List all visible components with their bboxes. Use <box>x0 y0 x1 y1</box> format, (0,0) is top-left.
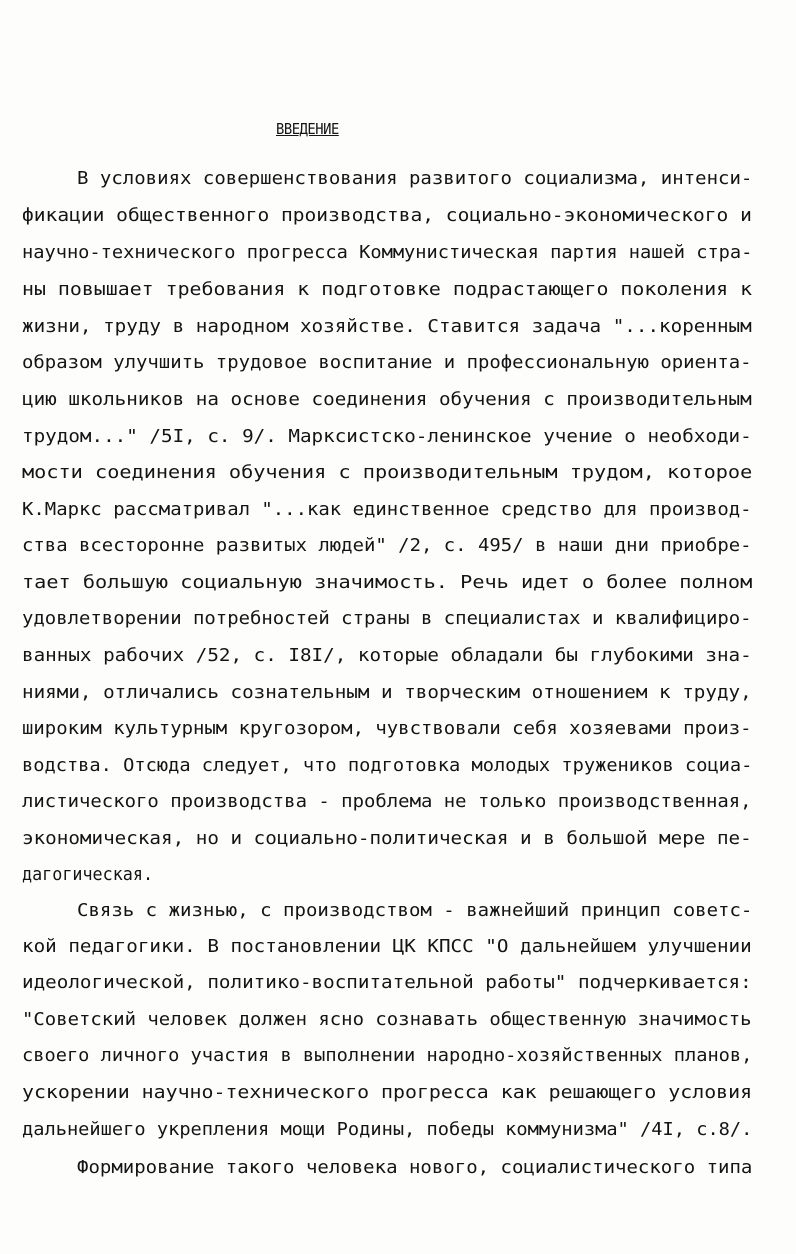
text-line: ускорении научно-технического прогресса как решающего условия <box>22 1082 753 1103</box>
text-line: кой педагогики. В постановлении ЦК КПСС "О дальнейшем улучшении <box>22 936 752 957</box>
text-line: "Советский человек должен ясно сознавать общественную значимость <box>22 1009 752 1030</box>
text-line: жизни, труду в народном хозяйстве. Ставится задача "...коренным <box>22 316 752 337</box>
text-line: идеологической, политико-воспитательной работы" подчеркивается: <box>22 972 752 993</box>
text-line: научно-технического прогресса Коммунистическая партия нашей стра- <box>22 242 753 263</box>
text-line: фикации общественного производства, социально-экономического и <box>22 205 752 226</box>
page-title: ВВЕДЕНИЕ <box>276 120 339 138</box>
text-line: трудом..." /5I, с. 9/. Марксистско-ленинское учение о необходи- <box>22 426 752 447</box>
text-line: дальнейшего укрепления мощи Родины, победы коммунизма" /4I, с.8/. <box>22 1119 753 1140</box>
text-line: экономическая, но и социально-политическая и в большой мере пе- <box>22 828 752 849</box>
text-line: дагогическая. <box>22 864 154 885</box>
text-line: Связь с жизнью, с производством - важнейший принцип советс- <box>77 900 753 921</box>
text-line: ванных рабочих /52, с. I8I/, которые обладали бы глубокими зна- <box>22 645 752 666</box>
text-line: Формирование такого человека нового, социалистического типа <box>77 1157 753 1178</box>
text-line: листического производства - проблема не только производственная, <box>22 791 752 812</box>
text-line: широким культурным кругозором, чувствовали себя хозяевами произ- <box>22 718 752 739</box>
text-line: В условиях совершенствования развитого социализма, интенси- <box>77 168 753 189</box>
text-line: мости соединения обучения с производительным трудом, которое <box>22 462 753 483</box>
text-line: удовлетворении потребностей страны в специалистах и квалифициро- <box>22 608 752 629</box>
text-line: тает большую социальную значимость. Речь идет о более полном <box>22 572 753 593</box>
text-line: К.Маркс рассматривал "...как единственное средство для производ- <box>22 499 752 520</box>
text-line: цию школьников на основе соединения обучения с производительным <box>22 389 752 410</box>
text-line: ниями, отличались сознательным и творческим отношением к труду, <box>22 682 752 703</box>
text-line: ны повышает требования к подготовке подрастающего поколения к <box>22 279 753 300</box>
text-line: своего личного участия в выполнении народно-хозяйственных планов, <box>22 1045 753 1066</box>
text-line: ства всесторонне развитых людей" /2, с. 495/ в наши дни приобре- <box>22 535 752 556</box>
text-line: образом улучшить трудовое воспитание и профессиональную ориента- <box>22 352 752 373</box>
text-line: водства. Отсюда следует, что подготовка молодых тружеников социа- <box>22 755 753 776</box>
